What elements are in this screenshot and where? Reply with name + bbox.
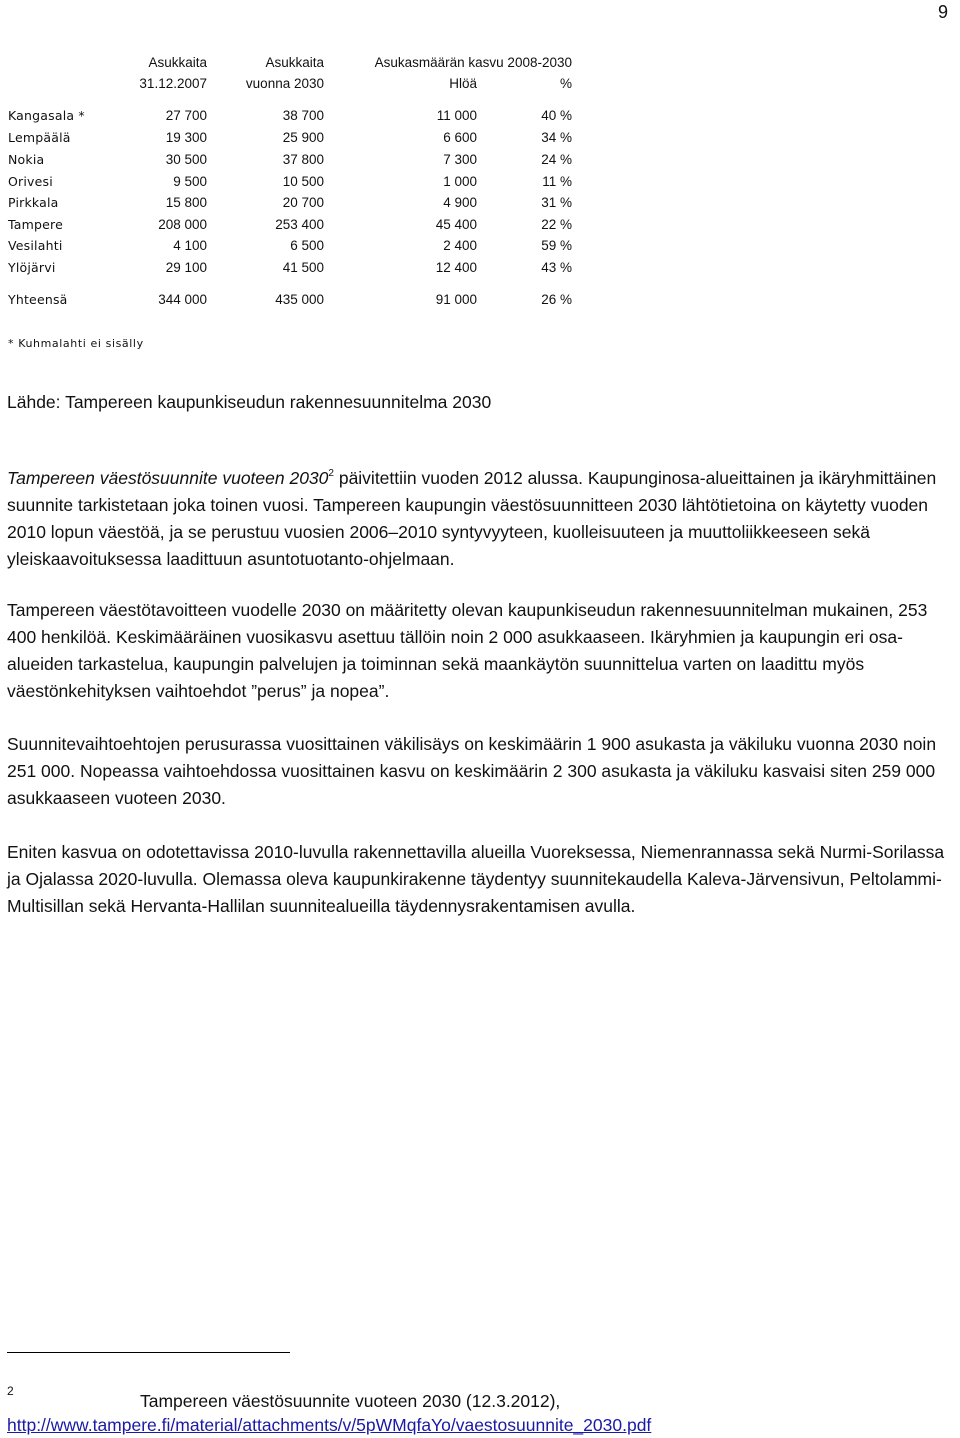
paragraph-4	[7, 839, 952, 920]
footnote-mark: 2	[7, 1384, 14, 1398]
row-pct: 40 %	[541, 108, 572, 123]
row-growth: 2 400	[443, 238, 477, 253]
row-pct: 59 %	[541, 238, 572, 253]
row-2030: 38 700	[282, 108, 324, 123]
footnote-text: Tampereen väestösuunnite vuoteen 2030 (12.3.2012),	[140, 1391, 561, 1411]
row-2030: 41 500	[282, 260, 324, 275]
row-2007: 19 300	[165, 130, 207, 145]
total-2007: 344 000	[158, 292, 207, 307]
row-growth: 4 900	[443, 195, 477, 210]
row-growth: 12 400	[435, 260, 477, 275]
row-growth: 1 000	[443, 174, 477, 189]
row-2007: 27 700	[165, 108, 207, 123]
row-name: Orivesi	[8, 174, 53, 189]
footnote-link[interactable]: http://www.tampere.fi/material/attachments/v/5pWMqfaYo/vaestosuunnite_2030.pdf	[7, 1415, 652, 1435]
total-2030: 435 000	[275, 292, 324, 307]
row-2030: 253 400	[275, 217, 324, 232]
row-pct: 24 %	[541, 152, 572, 167]
row-name: Vesilahti	[8, 238, 63, 253]
header-growth-group: Asukasmäärän kasvu 2008-2030	[374, 55, 572, 70]
row-2007: 30 500	[165, 152, 207, 167]
row-growth: 6 600	[443, 130, 477, 145]
paragraph-2	[7, 597, 952, 705]
row-name: Tampere	[8, 217, 63, 232]
forecast-title: Tampereen väestösuunnite vuoteen 2030	[7, 468, 329, 488]
row-2030: 10 500	[282, 174, 324, 189]
row-name: Lempäälä	[8, 130, 71, 145]
row-2007: 4 100	[173, 238, 207, 253]
page-number: 9	[938, 2, 949, 22]
row-2007: 208 000	[158, 217, 207, 232]
header-col2-line2: vuonna 2030	[245, 76, 324, 91]
table-footnote: * Kuhmalahti ei sisälly	[8, 337, 144, 350]
header-col1-line1: Asukkaita	[148, 55, 207, 70]
total-name: Yhteensä	[8, 292, 68, 307]
paragraph-2-text: Tampereen väestötavoitteen vuodelle 2030 on määritetty olevan kaupunkiseudun rakennesuunnitelman mukainen, 253 400 henkilöä. Keskimääräinen vuosikasvu asettuu tällöin noin 2 000 asukkaaseen. Ikäryhmien ja kaupungin eri osa-alueiden tarkastelua, kaupungin palvelujen ja toiminnan sekä maankäytön suunnittelua varten on laadittu myös väestönkehityksen vaihtoehdot ”perus” ja nopea”.	[7, 600, 928, 701]
row-pct: 11 %	[542, 174, 572, 189]
row-growth: 45 400	[435, 217, 477, 232]
paragraph-1-text: päivitettiin vuoden 2012 alussa. Kaupunginosa-alueittainen ja ikäryhmittäinen suunnite tarkistetaan joka toinen vuosi. Tampereen kaupungin väestösuunnitteen 2030 lähtötietoina on käytetty vuoden 2010 lopun väestöä, ja se perustuu vuosien 2006–2010 syntyvyyteen, kuolleisuuteen ja muuttoliikkeeseen sekä yleiskaavoituksessa laadittuun asuntotuotanto-ohjelmaan.	[7, 468, 937, 569]
row-growth: 7 300	[443, 152, 477, 167]
total-growth: 91 000	[435, 292, 477, 307]
row-name: Pirkkala	[8, 195, 59, 210]
header-col4: %	[559, 76, 572, 91]
row-growth: 11 000	[436, 108, 477, 123]
header-col2-line1: Asukkaita	[265, 55, 324, 70]
footnote-divider	[7, 1352, 290, 1353]
paragraph-1	[7, 465, 952, 573]
row-2030: 6 500	[290, 238, 324, 253]
paragraph-3	[7, 731, 952, 812]
header-col1-line2: 31.12.2007	[139, 76, 207, 91]
row-pct: 43 %	[541, 260, 572, 275]
row-2030: 20 700	[282, 195, 324, 210]
row-name: Ylöjärvi	[8, 260, 56, 275]
row-2007: 9 500	[173, 174, 207, 189]
source-text: Lähde: Tampereen kaupunkiseudun rakennesuunnitelma 2030	[7, 392, 492, 412]
footnote-ref: 2	[328, 468, 334, 479]
row-pct: 31 %	[541, 195, 572, 210]
paragraph-3-text: Suunnitevaihtoehtojen perusurassa vuosittainen väkilisäys on keskimäärin 1 900 asukasta ja väkiluku vuonna 2030 noin 251 000. Nopeassa vaihtoehdossa vuosittainen kasvu on keskimäärin 2 300 asukasta ja väkiluku kasvaisi siten 259 000 asukkaaseen vuoteen 2030.	[7, 734, 937, 808]
population-table	[0, 0, 960, 360]
row-name: Nokia	[8, 152, 45, 167]
row-2007: 29 100	[165, 260, 207, 275]
row-2030: 37 800	[282, 152, 324, 167]
row-pct: 34 %	[541, 130, 572, 145]
paragraph-4-text: Eniten kasvua on odotettavissa 2010-luvulla rakennettavilla alueilla Vuoreksessa, Niemenrannassa sekä Nurmi-Sorilassa ja Ojalassa 2020-luvulla. Olemassa oleva kaupunkirakenne täydentyy suunnitekaudella Kaleva-Järvensivun, Peltolammi-Multisillan sekä Hervanta-Hallilan suunnitealueilla täydennysrakentamisen avulla.	[7, 842, 945, 916]
source-line	[7, 389, 952, 416]
total-pct: 26 %	[541, 292, 572, 307]
row-2030: 25 900	[282, 130, 324, 145]
row-pct: 22 %	[541, 217, 572, 232]
header-col3: Hlöä	[449, 76, 477, 91]
row-name: Kangasala *	[8, 108, 85, 123]
row-2007: 15 800	[165, 195, 207, 210]
